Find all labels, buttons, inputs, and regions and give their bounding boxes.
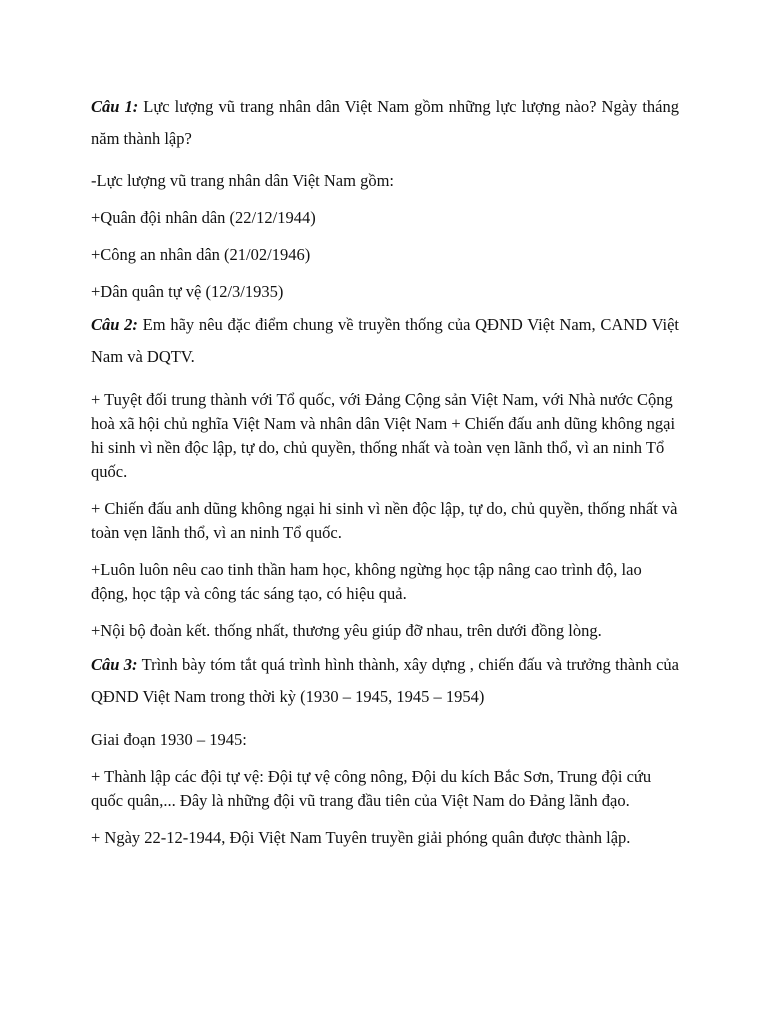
answer-3-item: + Ngày 22-12-1944, Đội Việt Nam Tuyên truyền giải phóng quân được thành lập. bbox=[91, 828, 631, 847]
answer-2-item: +Luôn luôn nêu cao tinh thần ham học, không ngừng học tập nâng cao trình độ, lao động, học tập và công tác sáng tạo, có hiệu quả. bbox=[91, 560, 642, 603]
answer-3-item: + Thành lập các đội tự vệ: Đội tự vệ công nông, Đội du kích Bắc Sơn, Trung đội cứu quốc quân,... Đây là những đội vũ trang đầu tiên của Việt Nam do Đảng lãnh đạo. bbox=[91, 767, 652, 810]
document-page bbox=[91, 91, 679, 850]
question-3 bbox=[91, 649, 679, 713]
answer-1-intro: -Lực lượng vũ trang nhân dân Việt Nam gồm: bbox=[91, 171, 395, 190]
question-1 bbox=[91, 91, 679, 155]
question-1-label: Câu 1: bbox=[91, 97, 139, 116]
answer-2-item: + Chiến đấu anh dũng không ngại hi sinh vì nền độc lập, tự do, chủ quyền, thống nhất và toàn vẹn lãnh thổ, vì an ninh Tổ quốc. bbox=[91, 499, 678, 542]
answer-2-item: +Nội bộ đoàn kết. thống nhất, thương yêu giúp đỡ nhau, trên dưới đồng lòng. bbox=[91, 621, 602, 640]
question-2-label: Câu 2: bbox=[91, 315, 138, 334]
answer-1-item: +Công an nhân dân (21/02/1946) bbox=[91, 245, 311, 264]
question-3-text: Trình bày tóm tắt quá trình hình thành, xây dựng , chiến đấu và trưởng thành của QĐND Việt Nam trong thời kỳ (1930 – 1945, 1945 – 1954) bbox=[91, 655, 679, 706]
question-3-label: Câu 3: bbox=[91, 655, 138, 674]
question-2 bbox=[91, 309, 679, 373]
question-2-text: Em hãy nêu đặc điểm chung về truyền thống của QĐND Việt Nam, CAND Việt Nam và DQTV. bbox=[91, 315, 679, 366]
answer-1-item: +Dân quân tự vệ (12/3/1935) bbox=[91, 282, 284, 301]
answer-1-item: +Quân đội nhân dân (22/12/1944) bbox=[91, 208, 316, 227]
answer-2-item: + Tuyệt đối trung thành với Tổ quốc, với Đảng Cộng sản Việt Nam, với Nhà nước Cộng hoà xã hội chủ nghĩa Việt Nam và nhân dân Việt Nam + Chiến đấu anh dũng không ngại hi sinh vì nền độc lập, tự do, chủ quyền, thống nhất và toàn vẹn lãnh thổ, vì an ninh Tổ quốc. bbox=[91, 390, 676, 481]
answer-3-period: Giai đoạn 1930 – 1945: bbox=[91, 730, 247, 749]
question-1-text: Lực lượng vũ trang nhân dân Việt Nam gồm những lực lượng nào? Ngày tháng năm thành lập? bbox=[91, 97, 679, 148]
